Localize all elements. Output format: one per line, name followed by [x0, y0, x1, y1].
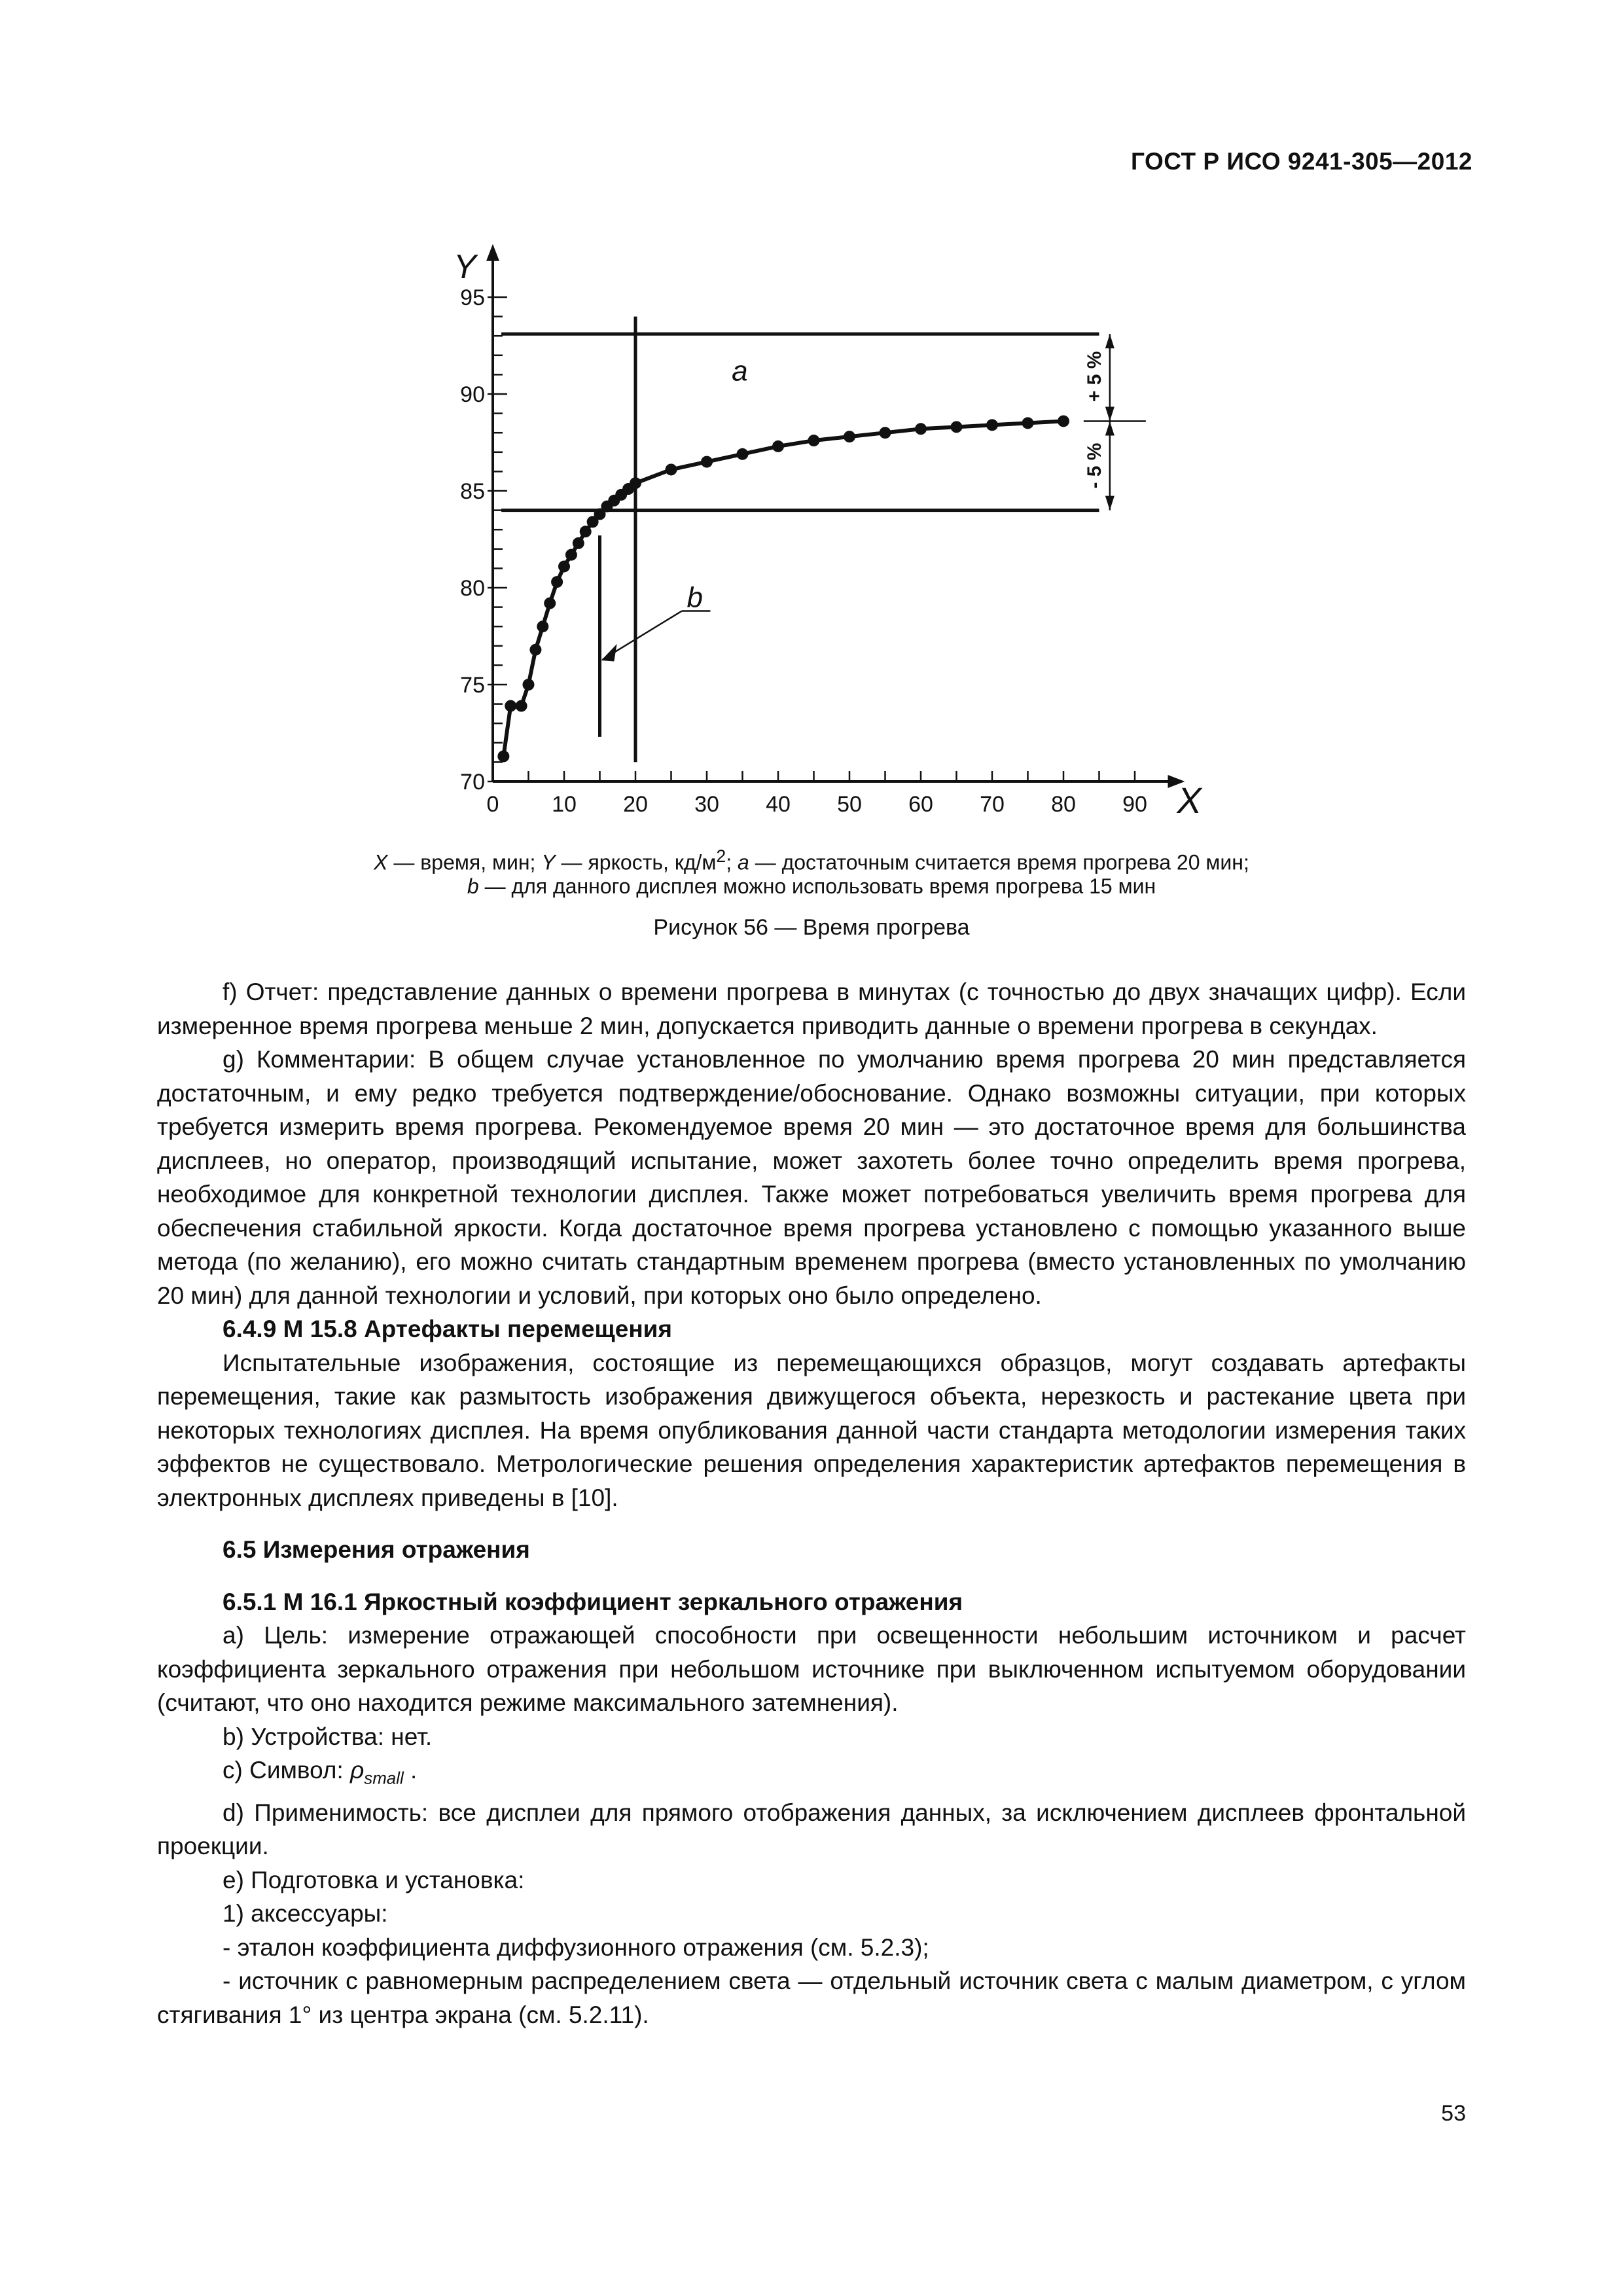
data-point [497, 751, 509, 762]
figure-legend-line-2: b — для данного дисплея можно использовать время прогрева 15 мин [467, 874, 1156, 898]
legend-a: a [738, 850, 749, 874]
paragraph-e: e) Подготовка и установка: [223, 1866, 525, 1893]
rho-symbol: ρ [350, 1757, 365, 1784]
tolerance-arrow [1105, 334, 1115, 348]
x-tick-label: 60 [908, 792, 933, 817]
plus-5-percent-label: + 5 % [1083, 351, 1105, 403]
y-axis-arrow [486, 244, 499, 261]
x-tick-label: 0 [486, 792, 499, 817]
legend-x: X [374, 850, 388, 874]
data-point [565, 549, 577, 561]
data-point [986, 419, 998, 431]
paragraph-d: d) Применимость: все дисплеи для прямого отображения данных, за исключением дисплеев фронтальной проекции. [157, 1799, 1466, 1860]
data-point [951, 421, 963, 433]
data-point [772, 440, 784, 452]
data-point [558, 560, 570, 572]
data-point [630, 477, 641, 489]
body-text [157, 975, 1466, 2032]
paragraph-c: c) Символ: $\rho_{small}$ . [223, 1757, 418, 1788]
paragraph-b: b) Устройства: нет. [223, 1723, 433, 1750]
x-tick-label: 10 [552, 792, 577, 817]
annotation-b-arrowhead [601, 644, 617, 662]
paragraph-a: а) Цель: измерение отражающей способности при освещенности небольшим источником и расчет коэффициента зеркального отражения при небольшом источнике при выключенном испытуемом оборудовании (считают, что оно находится режиме максимального затемнения). [157, 1622, 1466, 1716]
paragraph-g: g) Комментарии: В общем случае установленное по умолчанию время прогрева 20 мин представляется достаточным, и ему редко требуется подтверждение/обоснование. Однако возможны ситуации, при которых требуется измерить время прогрева. Рекомендуемое время 20 мин — это достаточное время для большинства дисплеев, но оператор, производящий испытание, может захотеть более точно определить время прогрева, необходимое для конкретной технологии дисплея. Также может потребоваться увеличить время прогрева для обеспечения стабильной яркости. Когда достаточное время прогрева установлено с помощью указанного выше метода (по желанию), его можно считать стандартным временем прогрева (вместо установленных по умолчанию 20 мин) для данной технологии и условий, при которых оно было определено. [157, 1046, 1466, 1309]
document-header: ГОСТ Р ИСО 9241-305—2012 [1130, 148, 1472, 175]
x-tick-label: 30 [694, 792, 719, 817]
x-tick-label: 80 [1051, 792, 1076, 817]
paragraph-6-4-9: Испытательные изображения, состоящие из перемещающихся образцов, могут создавать артефакты перемещения, такие как размытость изображения движущегося объекта, нерезкость и растекание цвета при некоторых технологиях дисплея. На время опубликования данной части стандарта методологии измерения таких эффектов не существовало. Метрологические решения определения характеристик артефактов перемещения в электронных дисплеях приведены в [10]. [157, 1349, 1466, 1511]
data-point [666, 463, 677, 475]
data-point [529, 644, 541, 656]
data-point [551, 576, 563, 588]
figure-title: Рисунок 56 — Время прогрева [653, 915, 970, 940]
y-tick-label: 95 [460, 285, 485, 310]
legend-y: Y [541, 850, 556, 874]
data-point [880, 427, 891, 439]
data-point [1022, 417, 1034, 429]
minus-5-percent-label: - 5 % [1083, 442, 1105, 489]
y-axis-label: Y [454, 247, 476, 286]
data-point [844, 431, 855, 442]
x-tick-label: 40 [766, 792, 791, 817]
paragraph-f: f) Отчет: представление данных о времени прогрева в минутах (с точностью до двух значащих цифр). Если измеренное время прогрева меньше 2 мин, допускается приводить данные о времени прогрева в секундах. [157, 978, 1466, 1039]
y-tick-label: 80 [460, 576, 485, 601]
page-number: 53 [1441, 2101, 1466, 2126]
annotation-a: a [732, 355, 748, 387]
data-point [808, 435, 820, 446]
data-point [580, 526, 592, 537]
data-point [544, 598, 556, 609]
paragraph-e1: 1) аксессуары: [223, 1900, 388, 1928]
tolerance-arrow [1105, 421, 1115, 435]
annotation-b: b [687, 581, 703, 614]
x-tick-label: 90 [1122, 792, 1147, 817]
data-point [701, 456, 713, 468]
data-point [523, 679, 535, 691]
data-point [1058, 415, 1069, 427]
y-tick-label: 70 [460, 770, 485, 795]
figure-legend-line-1: X — время, мин; Y — яркость, $кд/м^2$; a — достаточным считается время прогрева 20 мин; [374, 846, 1249, 874]
x-tick-label: 70 [980, 792, 1005, 817]
data-point [737, 448, 749, 460]
paragraph-e1b: - источник с равномерным распределением света — отдельный источник света с малым диаметром, с углом стягивания 1° из центра экрана (см. 5.2.11). [157, 1967, 1466, 2028]
warmup-chart [419, 223, 1204, 844]
tolerance-arrow [1105, 406, 1115, 421]
data-point [915, 423, 927, 435]
legend-b: b [467, 874, 479, 898]
section-heading-6-5: 6.5 Измерения отражения [223, 1536, 530, 1563]
x-tick-label: 50 [837, 792, 862, 817]
section-heading-6-4-9: 6.4.9 М 15.8 Артефакты перемещения [223, 1316, 673, 1342]
paragraph-e1a: - эталон коэффициента диффузионного отражения (см. 5.2.3); [223, 1933, 929, 1961]
y-tick-label: 75 [460, 673, 485, 698]
warmup-curve [503, 421, 1063, 756]
y-tick-label: 90 [460, 382, 485, 407]
tolerance-arrow [1105, 496, 1115, 511]
data-point [573, 537, 584, 549]
x-tick-label: 20 [623, 792, 648, 817]
data-point [537, 620, 548, 632]
y-tick-label: 85 [460, 479, 485, 504]
section-heading-6-5-1: 6.5.1 М 16.1 Яркостный коэффициент зеркального отражения [223, 1588, 963, 1615]
data-point [505, 700, 516, 712]
x-axis-label: X [1177, 780, 1202, 821]
data-point [516, 700, 527, 712]
